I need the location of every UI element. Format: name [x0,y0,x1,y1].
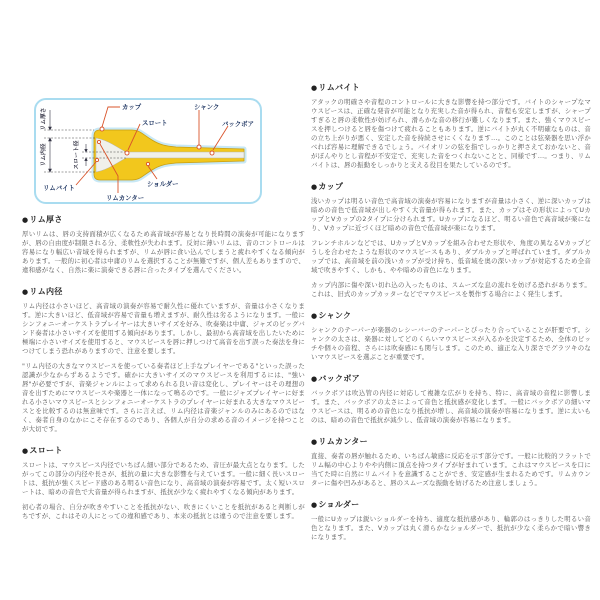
section-cup [311,181,591,299]
section-paragraph: 厚いリムは、唇の支持面積が広くなるため高音域が容易となり長時間の演奏が可能になりますが、唇の自由度が制限される分、柔軟性が失われます。反対に薄いリムは、音のコントロールは容易になり幅広い音域を得られますが、リムが唇に食い込んでしまうと疲れやすくなる傾向があります。一般的に初心者は中庸のリムを選択することが無難ですが、個人差もありますので、違和感がなく、自然に楽に演奏できる唇に合ったタイプを選んでください。 [22,230,305,274]
section-paragraph: アタックの明確さや音程のコントロールに大きな影響を持つ部分です。バイトのシャープなマウスピースは、正確な発音が可能となり充実した音が得られ、音程も安定しますが、シャープすぎると唇の柔軟性が妨げられ、滑らかな音の移行が難しくなります。また、強くマウスピースを押しつけると唇を傷つけて疲れることもあります。逆にバイトが丸く不明確なものは、音の立ち上がりが悪く、安定した音を持続させにくくなります…。このことは弦楽器を思い浮かべれば容易に理解できるでしょう。バイオリンの弦を指でしっかりと押さえておかないと、音がぼんやりとし音程が不安定で、充実した音をつくれないことと、同様です…。つまり、リムバイトは、唇の振動をしっかりと支える役目を果たしているのです。 [311,98,591,169]
bullet-icon: ● [311,438,318,446]
backbore-label: バックボア [222,120,254,128]
section-rim-inner-diameter [22,286,305,434]
bullet-icon: ● [311,375,318,383]
bullet-icon: ● [22,447,29,455]
section-paragraph: スロートは、マウスピース内径でいちばん細い部分であるため、音圧が最大点となります。したがってこの部分の内径や長さが、抵抗の量に大きな影響を与えています。一般に細く長いスロートは、抵抗が強くスピード感のある明るい音色になり、高音域の演奏が容易です。太く短いスロートは、暗めの音色で大音量が得られますが、抵抗が少なく疲れやすくなる傾向があります。 [22,461,305,496]
section-paragraph: バックボアは吹込管の内径に対応して複雑な広がりを持ち、特に、高音域の音程に影響します。また、バックボアの太さによって音色と抵抗感が変化します。一般にバックボアの細いマウスピースは、明るめの音色になり抵抗が増し、高音域の演奏が容易になります。逆に太いものは、暗めの音色で抵抗が減少し、低音域の演奏が容易になります。 [311,389,591,424]
section-rim-contour [311,436,591,488]
mouthpiece-cross-section [36,100,260,202]
bullet-icon: ● [311,183,318,191]
section-shank [311,310,591,362]
section-rim-bite [311,82,591,170]
section-heading: ●ショルダー [311,500,360,509]
section-paragraph: リム内径は小さいほど、高音域の演奏が容易で耐久性に優れていますが、音量は小さくなります。逆に大きいほど、低音域が容易で音量も増えますが、耐久性は劣るようになります。一般にシンフォニーオーケストラプレイヤーは大きいサイズを好み、吹奏楽は中庸、ジャズのビッグバンド奏者は小さいサイズを使用する傾向があります。しかし、最初から高音域を出したいために極端に小さいサイズを使用すると、マウスピースを唇に押しつけて高音を出す誤った奏法を身につけてしまう恐れがありますので、注意を要します。 [22,302,305,355]
section-rim-thickness [22,214,305,275]
throat-label: スロート [142,119,168,127]
section-paragraph: 浅いカップは明るい音色で高音域の演奏が容易になりますが音量は小さく、逆に深いカップは暗めの音色で低音域が出しやすく大音量が得られます。また、カップはその形状によってUカップとVカップの2タイプに分けられます。Uカップになるほど、明るい音色で高音域が楽になり、Vカップに近づくほど暗めの音色で低音域が楽になります。 [311,197,591,232]
section-heading: ●リムバイト [311,83,360,92]
cup-label: カップ [122,103,142,111]
bullet-icon: ● [22,216,29,224]
section-heading: ●リム内径 [22,287,63,296]
section-paragraph: フレンチホルンなどでは、UカップとVカップを組み合わせた形状や、角度の異なるVカップどうしを合わせたような形状のマウスピースもあり、ダブルカップと呼ばれています。ダブルカップでは、高音域を前の浅いカップが受け持ち、低音域を奥の深いカップが対応するため全音域で吹きやすく、しかも、やや暗めの音色になります。 [311,239,591,274]
bullet-icon: ● [311,312,318,320]
section-heading: ●スロート [22,446,63,455]
bullet-icon: ● [22,288,29,296]
section-shoulder [311,499,591,542]
bullet-icon: ● [311,501,318,509]
section-heading: ●バックボア [311,374,360,383]
mouthpiece-diagram [34,98,262,204]
section-heading: ●リム厚さ [22,215,63,224]
shank-label: シャンク [194,103,220,111]
section-heading: ●カップ [311,182,344,191]
section-heading: ●リムカンター [311,437,368,446]
section-backbore [311,373,591,425]
bullet-icon: ● [311,84,318,92]
section-paragraph: "リム内径の大きなマウスピースを使っている奏者ほど上手なプレイヤーである"といった誤った認識が少なからずあるようです。確かに大きいサイズのマウスピースを利用するには、"強い唇"が必要ですが、音楽ジャンルによって求められる良い音は変化し、プレイヤーはその理想の音を出すためにマウスピースや楽器と一体になって鳴るのです。一般にジャズプレイヤーに好まれる小さいマウスピースとシンフォニーオーケストラのプレイヤーに好まれる大きなマウスピースとを比較するのは無意味です。さらに言えば、リム内径は音楽ジャンルのみにあるのではなく、奏者自身のなかにこそ存在するのであり、各個人が自分の求める音のイメージを持つことが大切です。 [22,362,305,433]
section-heading: ●シャンク [311,311,352,320]
rim-inner-diameter-label: リム内径 [41,143,47,167]
dimension-arrows [49,110,88,172]
section-paragraph: カップ内部に傷や深い切れ込の入ったものは、スムーズな息の流れを妨げる恐れがあります。これは、旧式のカップカッターなどでマウスピースを製作する場合によく発生します。 [311,281,591,298]
section-paragraph: 初心者の場合、自分が吹きやすいことを抵抗がない、吹きにくいことを抵抗があると判断しがちですが、これはその人にとっての違和感であり、本来の抵抗とは違うので注意を要します。 [22,503,305,520]
section-paragraph: 一般にUカップは鋭いショルダーを持ち、適度な抵抗感があり、輪郭のはっきりした明るい音色となります。また、Vカップは丸く滑らかなショルダーで、抵抗が少なく柔らかで暗い響きになります。 [311,515,591,541]
left-column [22,214,305,532]
rim-bite-label: リムバイト [43,184,75,192]
section-paragraph: 直接、奏者の唇が触れるため、いちばん敏感に反応を示す部分です。一般に比較的フラットでリム幅の中心よりやや内側に頂点を持つタイプが好まれています。これはマウスピースを口に当てた時に自然にリムバイトを意識することができ、安定感が生まれるためです。リムカウンターに傷や凹みがあると、唇のスムーズな振動を妨げるため注意しましょう。 [311,452,591,487]
rim-contour-label: リムカンター [106,194,145,202]
shoulder-label: ショルダー [147,180,179,188]
section-paragraph: シャンクのテーパーが楽器のレシーバーのテーパーとぴったり合っていることが肝要です。シャンクの太さは、楽器に対してどのくらいマウスピースが入るかを決定するため、全体のピッチや個々の音程、さらには吹奏感にも関与します。このため、適正な入り深さでグラツキのないマウスピースを選ぶことが重要です。 [311,326,591,361]
section-throat [22,445,305,521]
rim-thickness-label: リム厚さ [41,107,47,131]
right-column [311,82,591,553]
throat-diameter-label: スロート径 [74,140,80,170]
